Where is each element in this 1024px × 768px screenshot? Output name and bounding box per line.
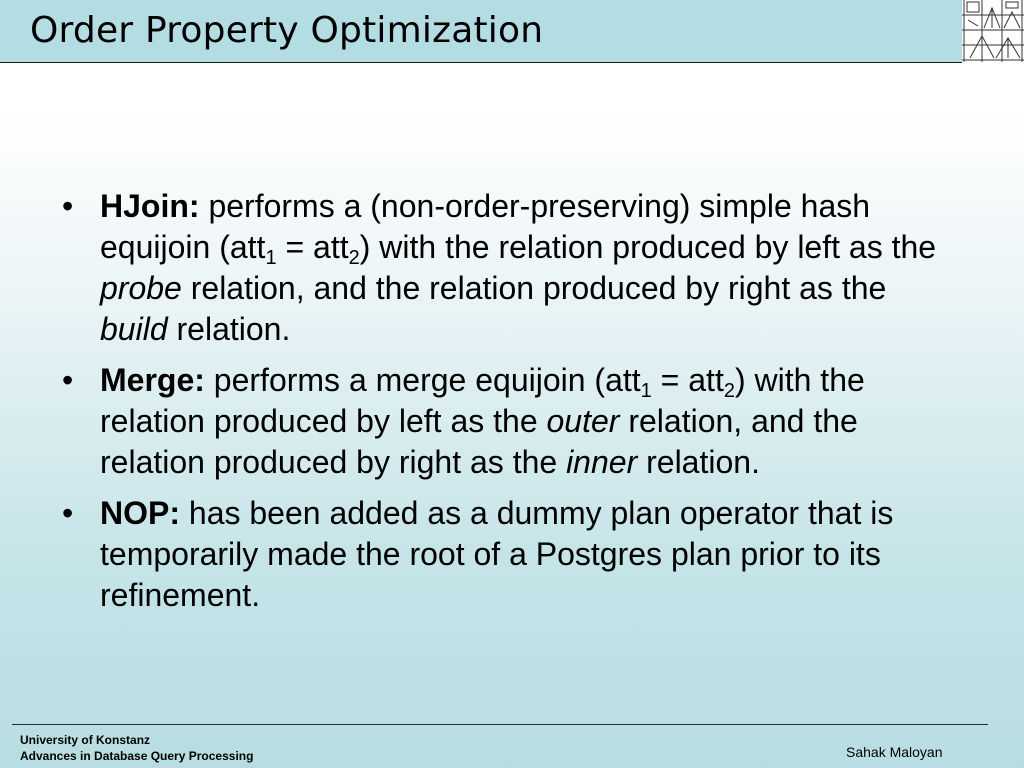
bullet-text: [100, 495, 893, 613]
bullet-subscript: 1: [265, 247, 277, 269]
bullet-term: NOP:: [100, 495, 180, 531]
footer-course: Advances in Database Query Processing: [20, 749, 254, 763]
bullet-text-segment: ) with the relation produced by left as the: [100, 362, 865, 439]
bullet-subscript: 2: [348, 247, 360, 269]
slide-title: Order Property Optimization: [30, 10, 544, 51]
bullet-text-segment: relation.: [637, 444, 760, 480]
bullet-list: [62, 186, 962, 626]
bullet-subscript: 2: [723, 380, 735, 402]
bullet-text-segment: ) with the relation produced by left as the: [359, 229, 937, 265]
footer-university: University of Konstanz: [20, 733, 151, 747]
bullet-term: HJoin:: [100, 188, 200, 224]
bullet-emphasis: inner: [566, 444, 638, 480]
footer-left: [20, 732, 253, 764]
bullet-text: [100, 188, 936, 347]
bullet-emphasis: outer: [546, 403, 620, 439]
bullet-item: [62, 360, 962, 483]
footer-divider: [12, 724, 988, 725]
bullet-text-segment: performs a (non-order-preserving) simple hash equijoin (att: [100, 188, 871, 265]
university-building-logo-icon: [962, 0, 1024, 62]
bullet-marker: •: [62, 188, 74, 224]
bullet-item: [62, 493, 962, 616]
bullet-item: [62, 186, 962, 350]
bullet-emphasis: build: [100, 311, 168, 347]
bullet-text-segment: has been added as a dummy plan operator that is temporarily made the root of a Postgres plan prior to its refinement.: [100, 495, 894, 613]
bullet-subscript: 1: [640, 380, 652, 402]
footer-author: Sahak Maloyan: [846, 744, 943, 760]
bullet-text-segment: relation.: [167, 311, 291, 347]
bullet-text-segment: relation, and the relation produced by right as the: [100, 403, 858, 480]
bullet-text-segment: = att: [651, 362, 724, 398]
bullet-text-segment: performs a merge equijoin (att: [204, 362, 641, 398]
bullet-text: [100, 362, 865, 480]
bullet-term: Merge:: [100, 362, 205, 398]
bullet-marker: •: [62, 362, 74, 398]
bullet-text-segment: = att: [276, 229, 349, 265]
bullet-marker: •: [62, 495, 74, 531]
title-bar: [0, 0, 962, 63]
bullet-text-segment: relation, and the relation produced by right as the: [181, 270, 887, 306]
bullet-emphasis: probe: [100, 270, 182, 306]
